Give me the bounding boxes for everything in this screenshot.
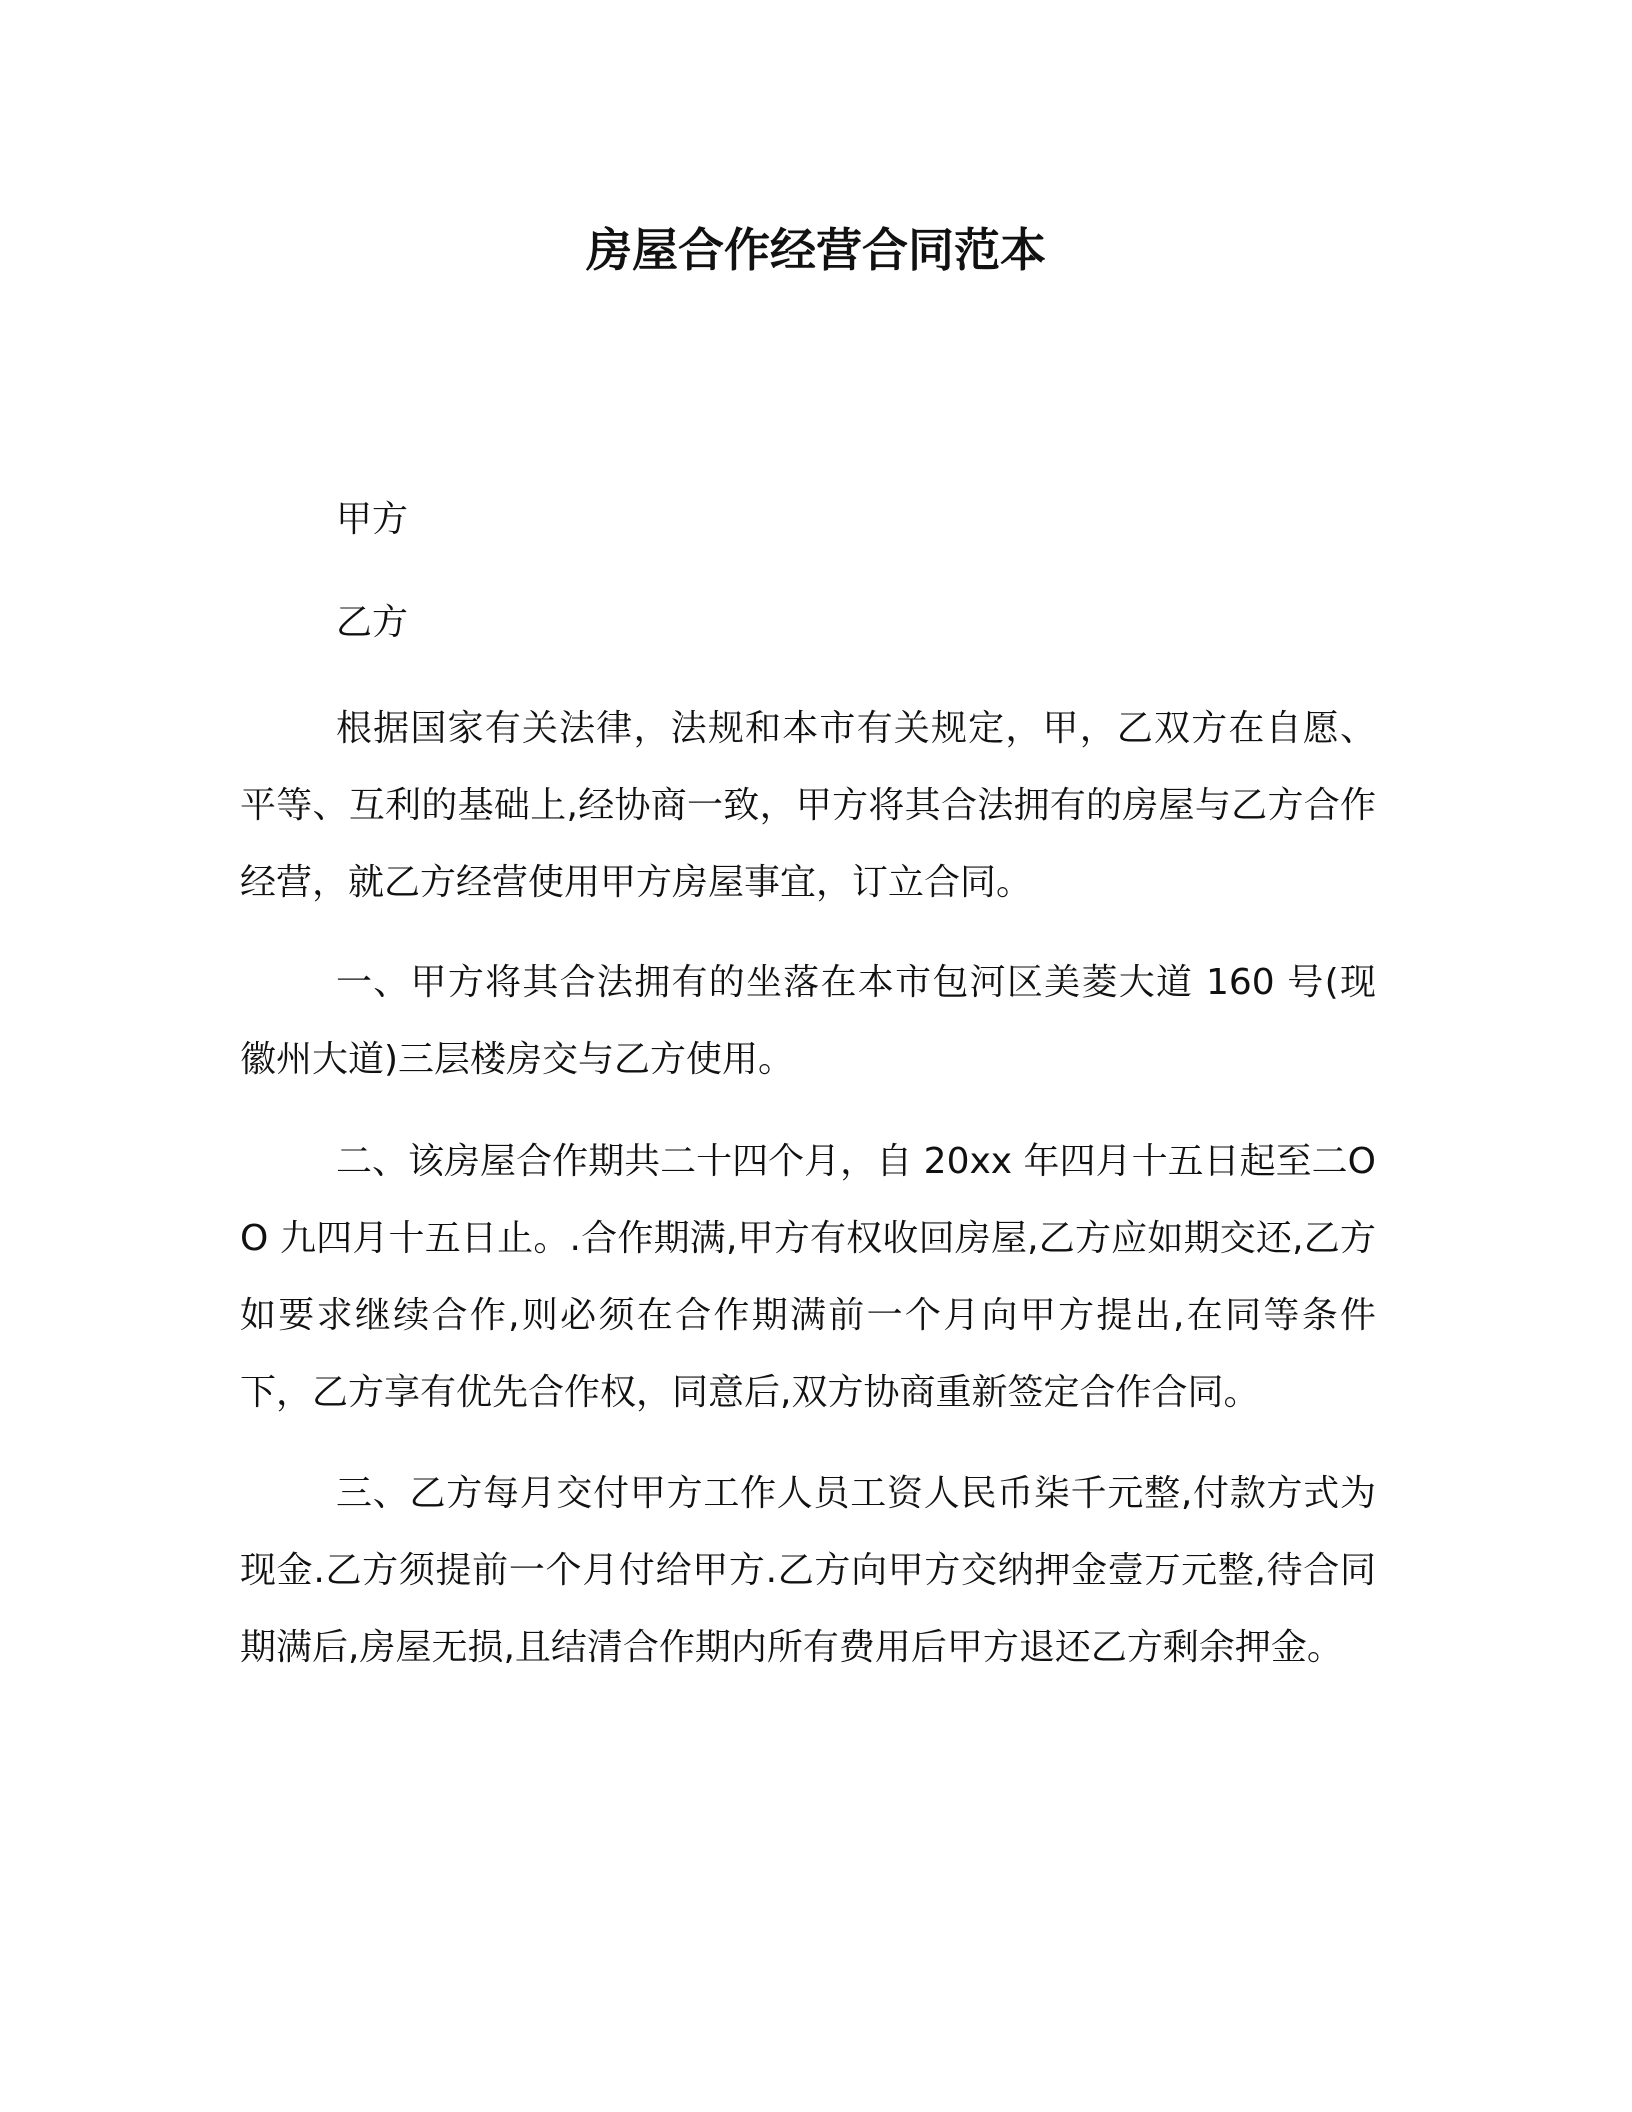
- paragraph-text: 二、该房屋合作期共二十四个月，自 20xx 年四月十五日起至二OO 九四月十五日止。.合作期满,甲方有权收回房屋,乙方应如期交还,乙方如要求继续合作,则必须在合作期满前一个月向甲方提出,在同等条件下，乙方享有优先合作权，同意后,双方协商重新签定合作合同。: [240, 1141, 1376, 1413]
- paragraph-preamble: [240, 690, 1376, 921]
- party-b-label: 乙方: [336, 602, 409, 643]
- paragraph-text: 一、甲方将其合法拥有的坐落在本市包河区美菱大道 160 号(现徽州大道)三层楼房交与乙方使用。: [240, 962, 1376, 1080]
- document-title: 房屋合作经营合同范本: [586, 223, 1046, 277]
- paragraph-clause-1: [240, 944, 1376, 1098]
- paragraph-text: 三、乙方每月交付甲方工作人员工资人民币柒千元整,付款方式为现金.乙方须提前一个月付给甲方.乙方向甲方交纳押金壹万元整,待合同期满后,房屋无损,且结清合作期内所有费用后甲方退还乙方剩余押金。: [240, 1473, 1376, 1668]
- paragraph-text: 根据国家有关法律，法规和本市有关规定，甲，乙双方在自愿、平等、互利的基础上,经协商一致，甲方将其合法拥有的房屋与乙方合作经营，就乙方经营使用甲方房屋事宜，订立合同。: [240, 708, 1376, 903]
- party-a-label: 甲方: [336, 499, 409, 540]
- paragraph-clause-2: [240, 1123, 1376, 1431]
- paragraph-clause-3: [240, 1455, 1376, 1686]
